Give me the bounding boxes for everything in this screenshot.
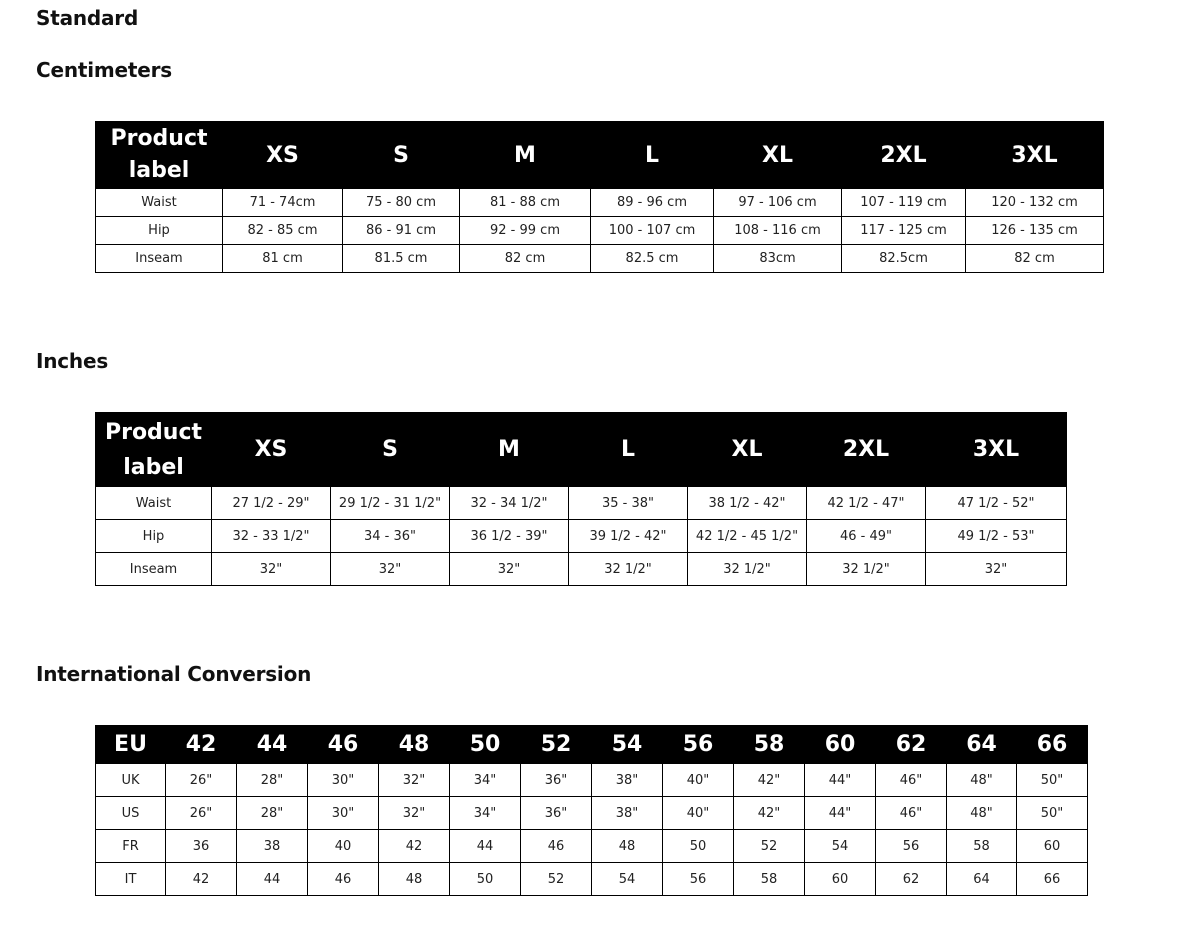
eu-header: EU <box>96 726 166 764</box>
size-table-international <box>95 725 1088 896</box>
table-cell: 46 <box>521 830 592 863</box>
size-table-inches <box>95 412 1067 586</box>
size-header: 60 <box>805 726 876 764</box>
size-header: 2XL <box>842 122 966 189</box>
row-label: Waist <box>96 487 212 520</box>
table-header-row <box>96 726 1088 764</box>
table-row-waist <box>96 189 1104 217</box>
size-header: L <box>569 413 688 487</box>
product-label-line1: Product <box>104 419 203 445</box>
table-row-us <box>96 797 1088 830</box>
table-row-hip <box>96 520 1067 553</box>
table-cell: 34" <box>450 764 521 797</box>
table-cell: 36" <box>521 797 592 830</box>
size-header: 3XL <box>926 413 1067 487</box>
table-cell: 50" <box>1017 797 1088 830</box>
table-cell: 48" <box>947 797 1017 830</box>
table-cell: 32 1/2" <box>688 553 807 586</box>
row-label: Hip <box>96 520 212 553</box>
table-cell: 40" <box>663 764 734 797</box>
table-cell: 27 1/2 - 29" <box>212 487 331 520</box>
table-cell: 39 1/2 - 42" <box>569 520 688 553</box>
table-cell: 82.5 cm <box>591 245 714 273</box>
table-row-inseam <box>96 553 1067 586</box>
size-header: 2XL <box>807 413 926 487</box>
table-cell: 82 cm <box>460 245 591 273</box>
table-cell: 42 <box>379 830 450 863</box>
table-cell: 36" <box>521 764 592 797</box>
table-row-uk <box>96 764 1088 797</box>
table-cell: 26" <box>166 764 237 797</box>
table-cell: 38" <box>592 797 663 830</box>
table-cell: 50" <box>1017 764 1088 797</box>
size-header: 66 <box>1017 726 1088 764</box>
table-cell: 32" <box>379 764 450 797</box>
table-cell: 50 <box>663 830 734 863</box>
table-header-row <box>96 413 1067 487</box>
table-cell: 42" <box>734 764 805 797</box>
table-cell: 38" <box>592 764 663 797</box>
table-cell: 28" <box>237 764 308 797</box>
table-cell: 32" <box>926 553 1067 586</box>
size-table-centimeters <box>95 121 1104 273</box>
table-cell: 32 1/2" <box>807 553 926 586</box>
table-cell: 50 <box>450 863 521 896</box>
table-cell: 35 - 38" <box>569 487 688 520</box>
size-header: 62 <box>876 726 947 764</box>
table-cell: 126 - 135 cm <box>966 217 1104 245</box>
row-label: IT <box>96 863 166 896</box>
table-cell: 32" <box>212 553 331 586</box>
table-cell: 34" <box>450 797 521 830</box>
table-cell: 32 - 33 1/2" <box>212 520 331 553</box>
table-cell: 42 <box>166 863 237 896</box>
size-header: 42 <box>166 726 237 764</box>
row-label: US <box>96 797 166 830</box>
table-cell: 32" <box>331 553 450 586</box>
size-header: 56 <box>663 726 734 764</box>
table-cell: 117 - 125 cm <box>842 217 966 245</box>
table-cell: 66 <box>1017 863 1088 896</box>
table-row-inseam <box>96 245 1104 273</box>
table-cell: 46 <box>308 863 379 896</box>
table-cell: 60 <box>805 863 876 896</box>
product-label-line2: label <box>123 454 184 480</box>
size-header: 64 <box>947 726 1017 764</box>
table-cell: 32" <box>450 553 569 586</box>
table-cell: 40" <box>663 797 734 830</box>
size-header: S <box>343 122 460 189</box>
size-header: 54 <box>592 726 663 764</box>
table-cell: 32" <box>379 797 450 830</box>
table-cell: 60 <box>1017 830 1088 863</box>
section-title-international: International Conversion <box>36 662 312 686</box>
size-header: M <box>450 413 569 487</box>
table-cell: 108 - 116 cm <box>714 217 842 245</box>
table-cell: 56 <box>663 863 734 896</box>
table-cell: 64 <box>947 863 1017 896</box>
table-cell: 28" <box>237 797 308 830</box>
table-row-hip <box>96 217 1104 245</box>
table-cell: 46 - 49" <box>807 520 926 553</box>
size-header: XS <box>223 122 343 189</box>
section-title-centimeters: Centimeters <box>36 58 172 82</box>
table-cell: 48" <box>947 764 1017 797</box>
row-label: Hip <box>96 217 223 245</box>
table-cell: 52 <box>521 863 592 896</box>
size-header: 44 <box>237 726 308 764</box>
size-header: XL <box>714 122 842 189</box>
row-label: Waist <box>96 189 223 217</box>
table-cell: 36 <box>166 830 237 863</box>
table-cell: 42 1/2 - 47" <box>807 487 926 520</box>
table-cell: 75 - 80 cm <box>343 189 460 217</box>
table-cell: 52 <box>734 830 805 863</box>
product-label-line1: Product <box>110 126 208 151</box>
table-cell: 54 <box>592 863 663 896</box>
table-cell: 42" <box>734 797 805 830</box>
table-cell: 100 - 107 cm <box>591 217 714 245</box>
table-cell: 82.5cm <box>842 245 966 273</box>
table-cell: 92 - 99 cm <box>460 217 591 245</box>
table-cell: 86 - 91 cm <box>343 217 460 245</box>
table-row-it <box>96 863 1088 896</box>
table-cell: 49 1/2 - 53" <box>926 520 1067 553</box>
row-label: Inseam <box>96 553 212 586</box>
table-cell: 82 - 85 cm <box>223 217 343 245</box>
size-header: 48 <box>379 726 450 764</box>
table-cell: 107 - 119 cm <box>842 189 966 217</box>
table-cell: 38 1/2 - 42" <box>688 487 807 520</box>
size-header: L <box>591 122 714 189</box>
table-cell: 58 <box>947 830 1017 863</box>
table-row-waist <box>96 487 1067 520</box>
size-header: 50 <box>450 726 521 764</box>
size-header: 3XL <box>966 122 1104 189</box>
table-cell: 97 - 106 cm <box>714 189 842 217</box>
table-cell: 48 <box>379 863 450 896</box>
table-cell: 54 <box>805 830 876 863</box>
table-cell: 34 - 36" <box>331 520 450 553</box>
size-header: 58 <box>734 726 805 764</box>
table-cell: 46" <box>876 797 947 830</box>
table-cell: 44" <box>805 797 876 830</box>
product-label-line2: label <box>128 158 190 183</box>
table-cell: 32 - 34 1/2" <box>450 487 569 520</box>
table-cell: 120 - 132 cm <box>966 189 1104 217</box>
section-title-standard: Standard <box>36 6 139 30</box>
table-cell: 36 1/2 - 39" <box>450 520 569 553</box>
size-header: XL <box>688 413 807 487</box>
table-cell: 30" <box>308 764 379 797</box>
table-cell: 48 <box>592 830 663 863</box>
table-cell: 83cm <box>714 245 842 273</box>
table-cell: 38 <box>237 830 308 863</box>
table-cell: 44 <box>450 830 521 863</box>
table-cell: 32 1/2" <box>569 553 688 586</box>
product-label-header <box>96 122 223 189</box>
table-row-fr <box>96 830 1088 863</box>
size-header: 52 <box>521 726 592 764</box>
table-cell: 62 <box>876 863 947 896</box>
table-cell: 44" <box>805 764 876 797</box>
table-cell: 40 <box>308 830 379 863</box>
table-cell: 89 - 96 cm <box>591 189 714 217</box>
row-label: UK <box>96 764 166 797</box>
size-header: M <box>460 122 591 189</box>
table-cell: 30" <box>308 797 379 830</box>
table-cell: 81 cm <box>223 245 343 273</box>
product-label-header <box>96 413 212 487</box>
table-cell: 56 <box>876 830 947 863</box>
row-label: Inseam <box>96 245 223 273</box>
table-cell: 44 <box>237 863 308 896</box>
table-cell: 82 cm <box>966 245 1104 273</box>
size-header: S <box>331 413 450 487</box>
table-cell: 26" <box>166 797 237 830</box>
table-cell: 29 1/2 - 31 1/2" <box>331 487 450 520</box>
table-cell: 42 1/2 - 45 1/2" <box>688 520 807 553</box>
size-header: XS <box>212 413 331 487</box>
table-cell: 46" <box>876 764 947 797</box>
section-title-inches: Inches <box>36 349 109 373</box>
table-cell: 81 - 88 cm <box>460 189 591 217</box>
row-label: FR <box>96 830 166 863</box>
table-cell: 58 <box>734 863 805 896</box>
table-header-row <box>96 122 1104 189</box>
table-cell: 81.5 cm <box>343 245 460 273</box>
size-header: 46 <box>308 726 379 764</box>
table-cell: 47 1/2 - 52" <box>926 487 1067 520</box>
table-cell: 71 - 74cm <box>223 189 343 217</box>
